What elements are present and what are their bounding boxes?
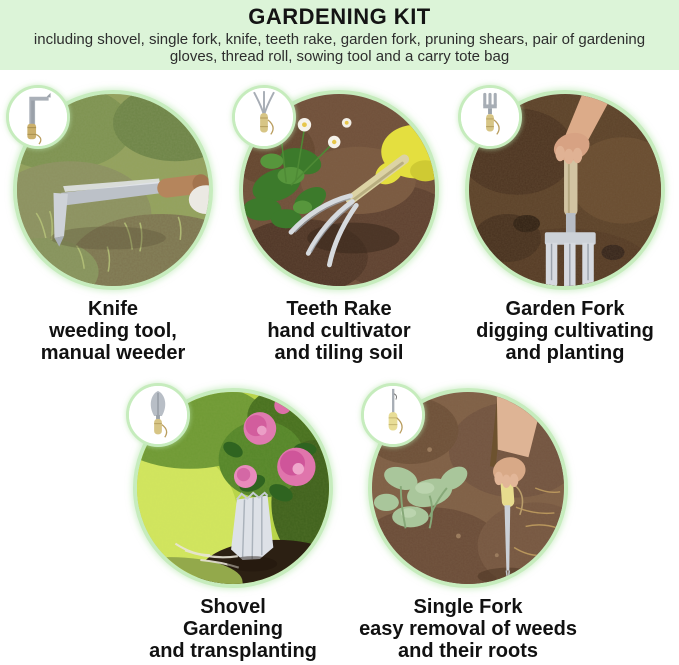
shovel-desc-2: and transplanting <box>149 640 317 662</box>
garden-fork-inset-icon <box>458 85 522 149</box>
card-shovel <box>133 388 333 662</box>
product-grid-row-2 <box>0 388 679 662</box>
teeth-rake-desc-2: and tiling soil <box>274 342 404 364</box>
teeth-rake-caption <box>267 298 410 364</box>
knife-desc-2: manual weeder <box>40 342 186 364</box>
page-title: GARDENING KIT <box>248 4 431 29</box>
single-fork-desc-2: and their roots <box>398 640 539 662</box>
single-fork-inset-icon <box>361 383 425 447</box>
card-garden-fork <box>452 90 678 364</box>
single-fork-title: Single Fork <box>413 596 523 618</box>
product-grid-row-1 <box>0 90 679 364</box>
shovel-desc-1: Gardening <box>182 618 283 640</box>
knife-title: Knife <box>87 298 138 320</box>
knife-caption <box>41 298 186 364</box>
knife-desc-1: weeding tool, <box>49 320 177 342</box>
shovel-inset-icon <box>126 383 190 447</box>
teeth-rake-title: Teeth Rake <box>286 298 392 320</box>
page-subtitle: including shovel, single fork, knife, teeth rake, garden fork, pruning shears, pair of gardening gloves, thread roll, sowing tool and a carry tote bag <box>33 31 646 65</box>
garden-fork-desc-2: and planting <box>505 342 625 364</box>
garden-fork-photo-wrap <box>465 90 665 290</box>
shovel-title: Shovel <box>200 596 266 618</box>
shovel-caption <box>149 596 317 662</box>
teeth-rake-inset-icon <box>232 85 296 149</box>
single-fork-caption <box>359 596 577 662</box>
teeth-rake-desc-1: hand cultivator <box>267 320 411 342</box>
card-single-fork <box>359 388 577 662</box>
single-fork-desc-1: easy removal of weeds <box>359 618 577 640</box>
card-teeth-rake <box>226 90 452 364</box>
card-knife <box>0 90 226 364</box>
garden-fork-desc-1: digging cultivating <box>476 320 654 342</box>
garden-fork-title: Garden Fork <box>505 298 625 320</box>
header-banner <box>0 0 679 70</box>
teeth-rake-photo-wrap <box>239 90 439 290</box>
garden-fork-caption <box>476 298 654 364</box>
knife-inset-icon <box>6 85 70 149</box>
knife-photo-wrap <box>13 90 213 290</box>
shovel-photo-wrap <box>133 388 333 588</box>
single-fork-photo-wrap <box>368 388 568 588</box>
